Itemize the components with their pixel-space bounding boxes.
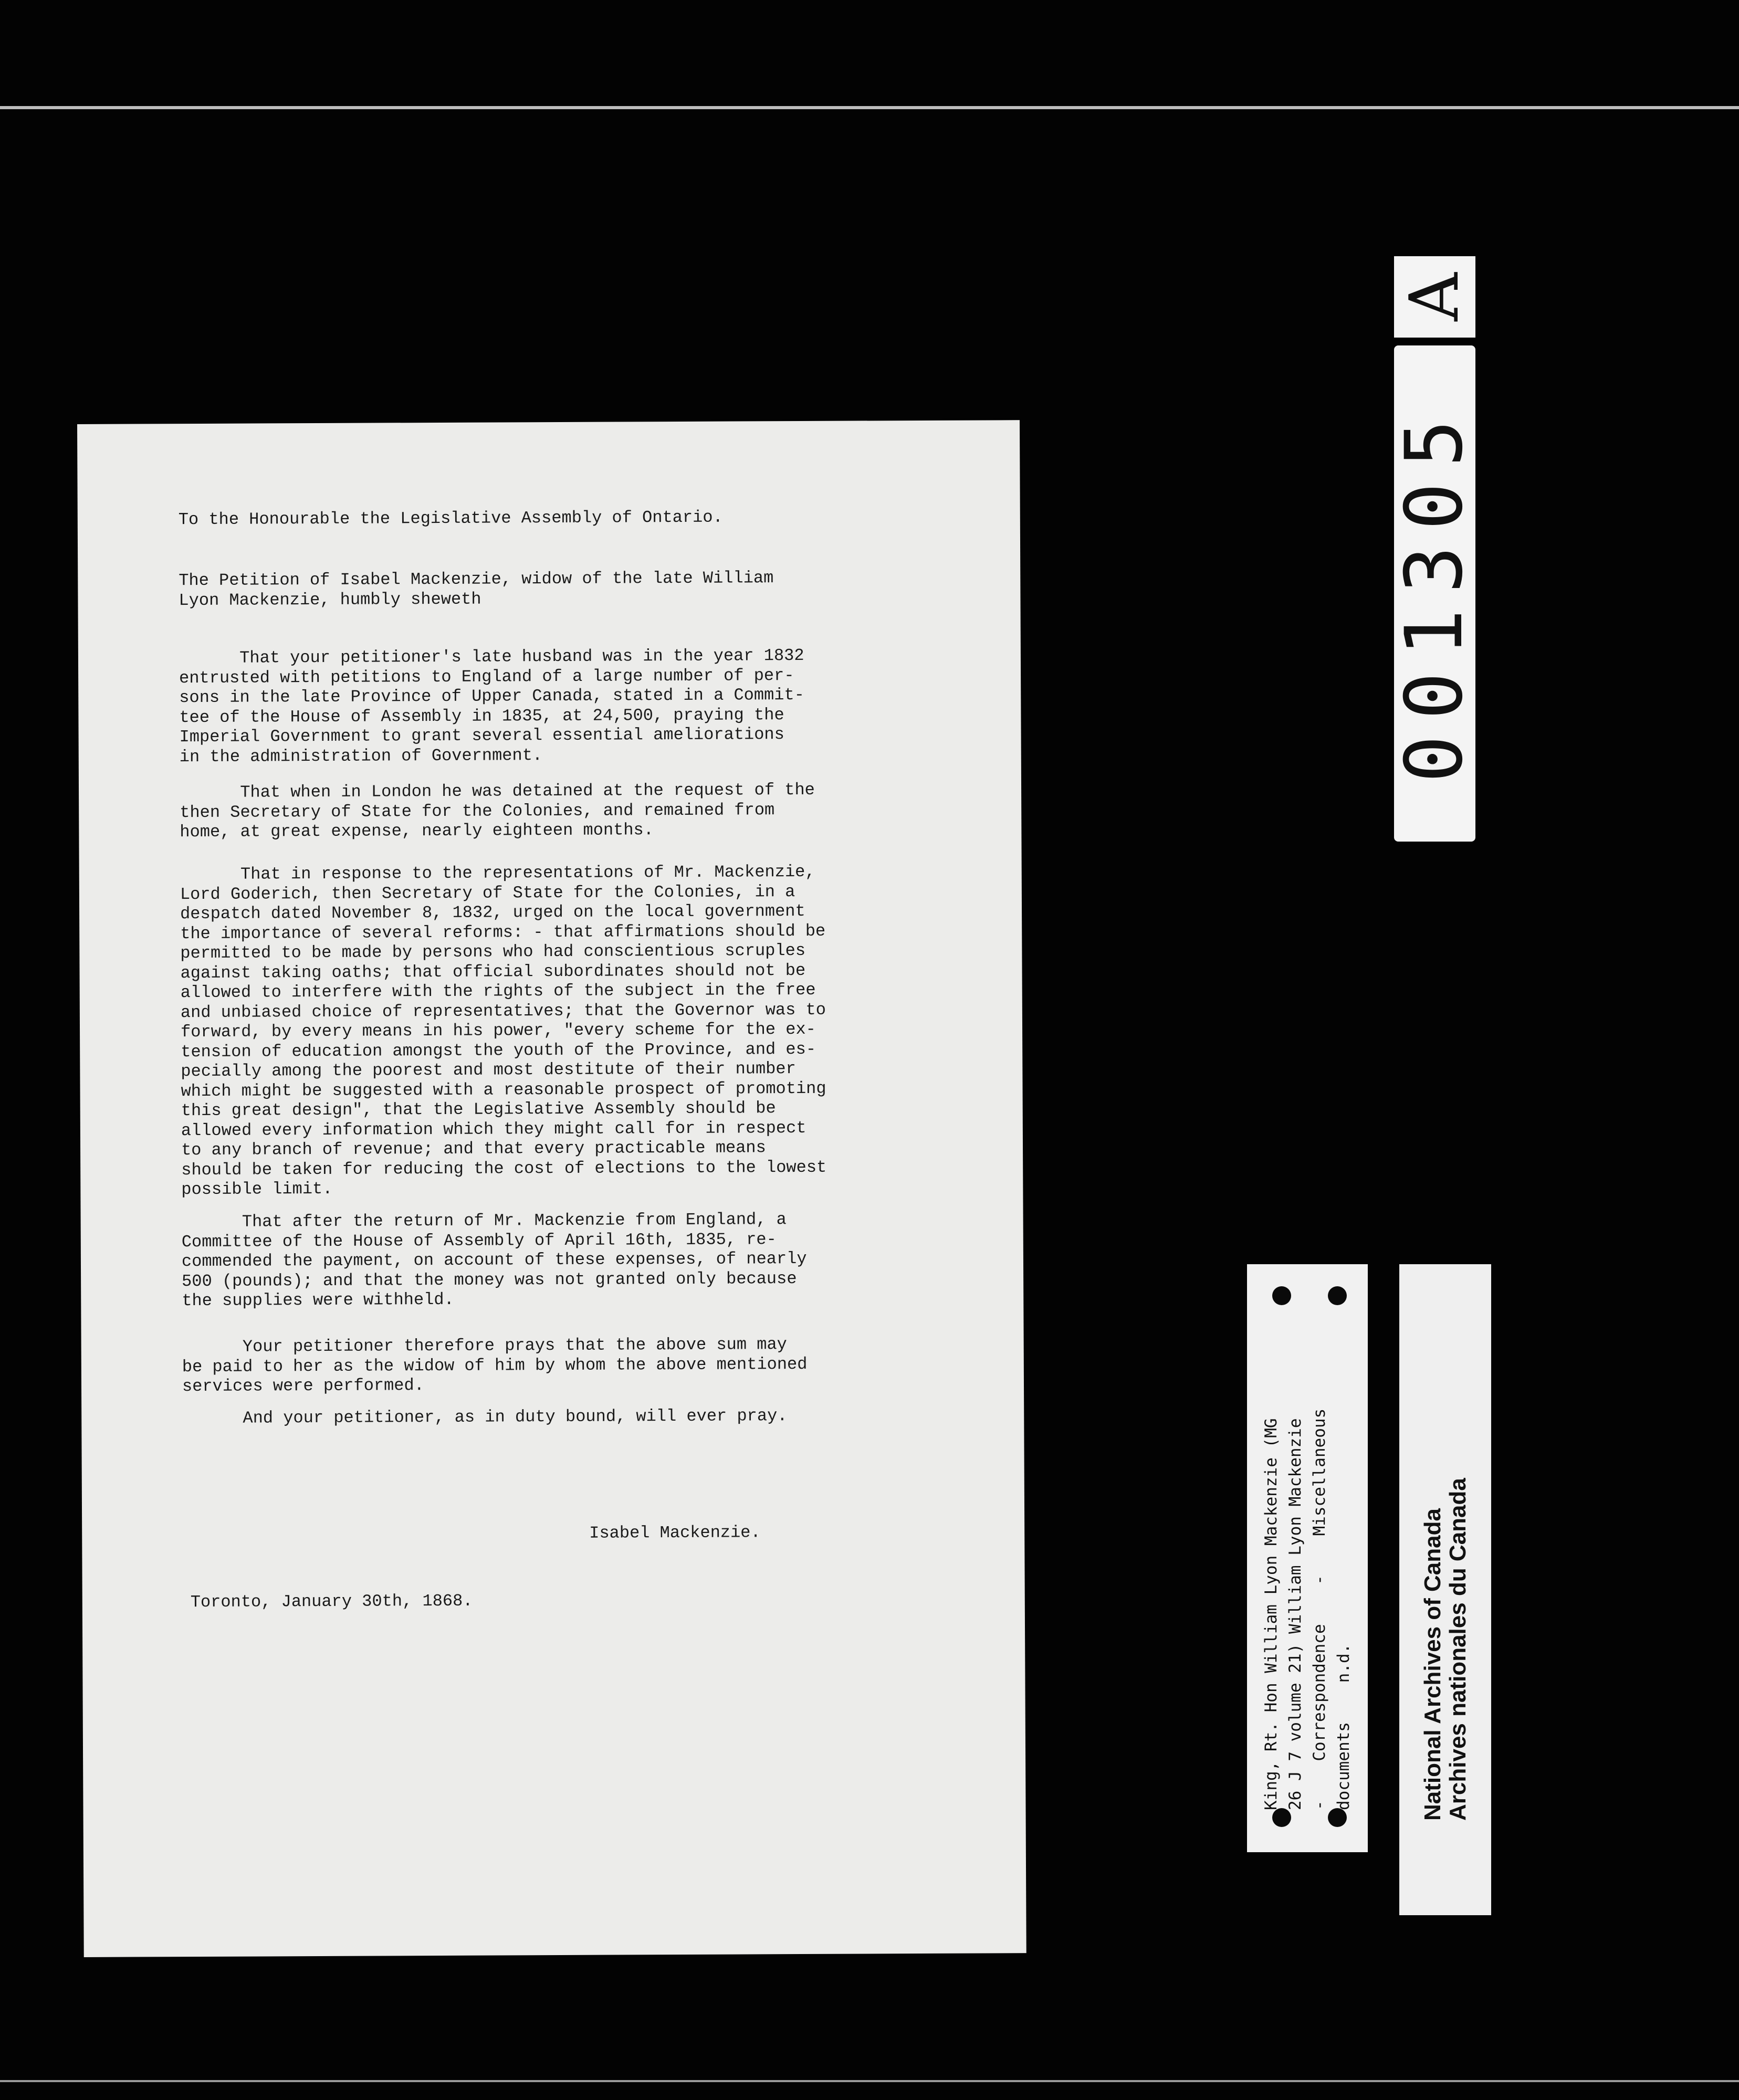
catalog-label [1247, 1264, 1368, 1852]
archive-label-text [1420, 1443, 1471, 1821]
letter-paragraph: That when in London he was detained at the request of the then Secretary of State for the Colonies, and remained from home, at great expense, nearly eighteen months. [179, 780, 815, 842]
punch-hole-icon [1328, 1808, 1347, 1827]
film-frame-top-edge [0, 106, 1739, 109]
punch-hole-icon [1272, 1286, 1291, 1305]
frame-letter: A [1396, 272, 1474, 321]
frame-number: 001305 [1389, 404, 1480, 783]
archive-label [1399, 1264, 1491, 1915]
catalog-label-text: King, Rt. Hon William Lyon Mackenzie (MG 26 J 7 volume 21) William Lyon Mackenzie - Correspondence - Miscellaneous documents n.d. [1262, 1408, 1353, 1810]
petition-letter-page [77, 420, 1026, 1957]
letter-addressee: To the Honourable the Legislative Assembly of Ontario. [178, 507, 723, 530]
film-frame-bottom-edge [0, 2080, 1739, 2082]
frame-letter-tab [1394, 256, 1475, 338]
letter-place-date: Toronto, January 30th, 1868. [190, 1591, 473, 1612]
punch-hole-icon [1272, 1808, 1291, 1827]
letter-paragraph: That in response to the representations of Mr. Mackenzie, Lord Goderich, then Secretary of State for the Colonies, in a despatch dated November 8, 1832, urged on the local government the importance of several reforms: - that affirmations should be permitted to be made by persons who had conscientious scruples against taking oaths; that official subordinates should not be allowed to interfere with the rights of the subject in the free and unbiased choice of representatives; that the Governor was to forward, by every means in his power, "every scheme for the ex- tension of education amongst the youth of the Province, and es- pecially among the poorest and most destitute of their number which might be suggested with a reasonable prospect of promoting this great design", that the Legislative Assembly should be allowed every information which they might call for in respect to any branch of revenue; and that every practicable means should be taken for reducing the cost of elections to the lowest possible limit. [180, 862, 827, 1200]
letter-paragraph: Your petitioner therefore prays that the above sum may be paid to her as the widow of him by whom the above mentioned services were performed. [182, 1335, 808, 1396]
letter-paragraph: And your petitioner, as in duty bound, will ever pray. [182, 1406, 788, 1429]
archive-name-french: Archives nationales du Canada [1445, 1478, 1471, 1821]
letter-paragraph: That after the return of Mr. Mackenzie from England, a Committee of the House of Assembly of April 16th, 1835, re- commended the payment, on account of these expenses, of nearly 500 (pounds); and that the money was not granted only because the supplies were withheld. [181, 1210, 807, 1311]
archive-name-english: National Archives of Canada [1420, 1508, 1445, 1821]
letter-paragraph: That your petitioner's late husband was in the year 1832 entrusted with petitions to England of a large number of per- sons in the late Province of Upper Canada, stated in a Commit- tee of the House of Assembly in 1835, at 24,500, praying the Imperial Government to grant several essential ameliorations in the administration of Government. [179, 645, 804, 766]
letter-intro: The Petition of Isabel Mackenzie, widow of the late William Lyon Mackenzie, humbly sheweth [179, 568, 774, 610]
punch-hole-icon [1328, 1286, 1347, 1305]
letter-signature: Isabel Mackenzie. [589, 1522, 761, 1543]
frame-number-strip [1389, 345, 1480, 842]
